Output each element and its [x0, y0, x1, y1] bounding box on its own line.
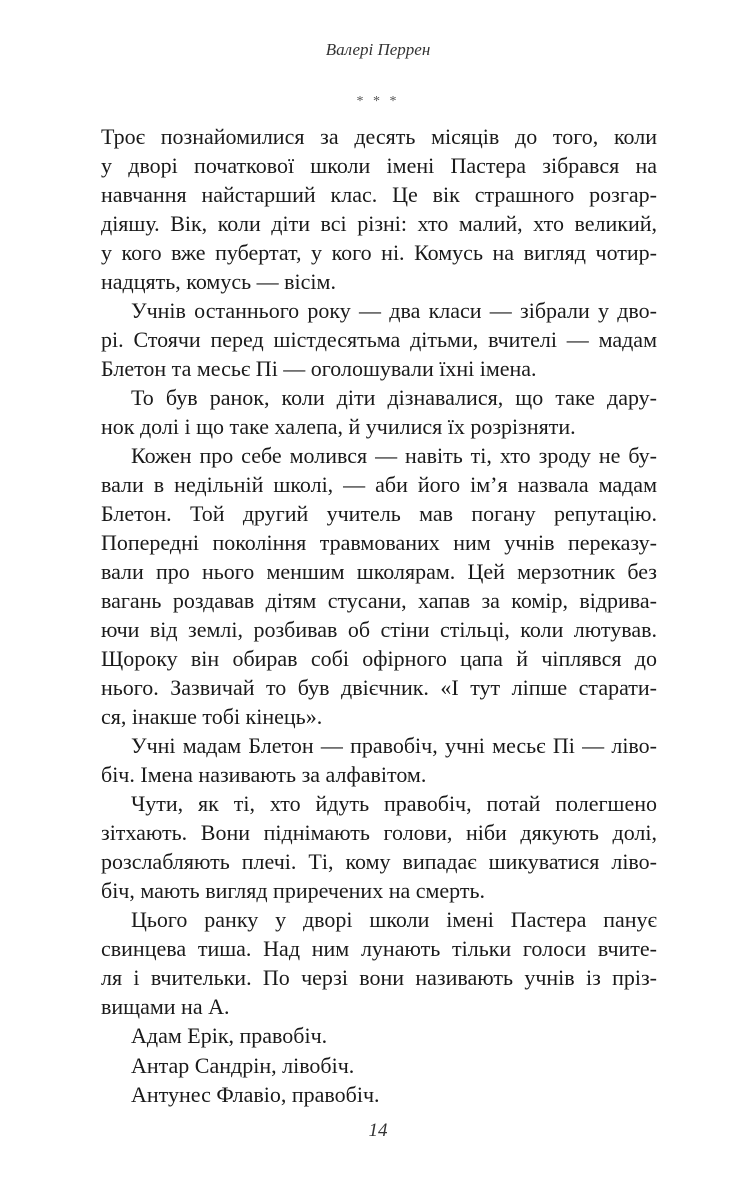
text-line: у кого вже пубертат, у кого ні. Комусь на вигляд чотир-: [101, 240, 657, 266]
text-line: розслабляють плечі. Ті, кому випадає шикуватися ліво-: [101, 849, 657, 875]
text-line: біч. Імена називають за алфавітом.: [101, 762, 427, 788]
text-line: вищами на А.: [101, 994, 230, 1020]
paragraph: [101, 789, 657, 905]
text-line: надцять, комусь — вісім.: [101, 269, 336, 295]
paragraph: [101, 1021, 657, 1050]
paragraph: [101, 441, 657, 731]
text-line: Блетон. Той другий учитель мав погану репутацію.: [101, 501, 657, 527]
text-line: ючи від землі, розбивав об стіни стільці, коли лютував.: [101, 617, 657, 643]
paragraph: [101, 383, 657, 441]
page-number: 14: [368, 1120, 388, 1141]
text-line: Щороку він обирав собі офірного цапа й чіплявся до: [101, 646, 657, 672]
text-line: діяшу. Вік, коли діти всі різні: хто малий, хто великий,: [101, 211, 657, 237]
paragraph: [101, 731, 657, 789]
section-break: * * *: [356, 94, 400, 109]
text-line: зітхають. Вони піднімають голови, ніби дякують долі,: [101, 820, 657, 846]
text-line: Адам Ерік, правобіч.: [131, 1023, 328, 1049]
text-line: Учнів останнього року — два класи — зібрали у дво-: [131, 298, 657, 324]
text-line: Кожен про себе молився — навіть ті, хто зроду не бу-: [131, 443, 657, 469]
text-line: ся, інакше тобі кінець».: [101, 704, 323, 730]
body-text: [101, 122, 657, 1109]
text-line: Чути, як ті, хто йдуть правобіч, потай полегшено: [131, 791, 657, 817]
text-line: вагань роздавав дітям стусани, хапав за комір, відрива-: [101, 588, 657, 614]
text-line: Антунес Флавіо, правобіч.: [131, 1081, 380, 1107]
text-line: рі. Стоячи перед шістдесятьма дітьми, вчителі — мадам: [101, 327, 657, 353]
text-line: біч, мають вигляд приречених на смерть.: [101, 878, 486, 904]
text-line: ля і вчительки. По черзі вони називають учнів із пріз-: [101, 965, 657, 991]
paragraph: [101, 122, 657, 296]
text-line: Блетон та месьє Пі — оголошували їхні імена.: [101, 356, 537, 382]
text-line: Учні мадам Блетон — правобіч, учні месьє Пі — ліво-: [131, 733, 657, 759]
text-line: вали в недільній школі, — аби його ім’я назвала мадам: [101, 472, 657, 498]
paragraph: [101, 1080, 657, 1109]
text-line: нього. Зазвичай то був двієчник. «І тут ліпше старати-: [101, 675, 657, 701]
text-line: вали про нього меншим школярам. Цей мерзотник без: [101, 559, 657, 585]
text-line: Цього ранку у дворі школи імені Пастера панує: [131, 907, 657, 933]
running-head-author: Валері Перрен: [325, 40, 431, 59]
text-line: нок долі і що таке халепа, й училися їх розрізняти.: [101, 414, 576, 440]
text-line: Троє познайомилися за десять місяців до того, коли: [101, 124, 657, 149]
text-line: Попередні покоління травмованих ним учнів переказу-: [101, 530, 657, 556]
text-line: у дворі початкової школи імені Пастера зібрався на: [101, 153, 657, 179]
text-line: навчання найстарший клас. Це вік страшного розгар-: [101, 182, 657, 208]
text-line: То був ранок, коли діти дізнавалися, що таке дару-: [131, 385, 657, 411]
paragraph: [101, 905, 657, 1021]
text-line: Антар Сандрін, лівобіч.: [131, 1052, 355, 1078]
text-line: свинцева тиша. Над ним лунають тільки голоси вчите-: [101, 936, 657, 962]
paragraph: [101, 296, 657, 383]
paragraph: [101, 1051, 657, 1080]
